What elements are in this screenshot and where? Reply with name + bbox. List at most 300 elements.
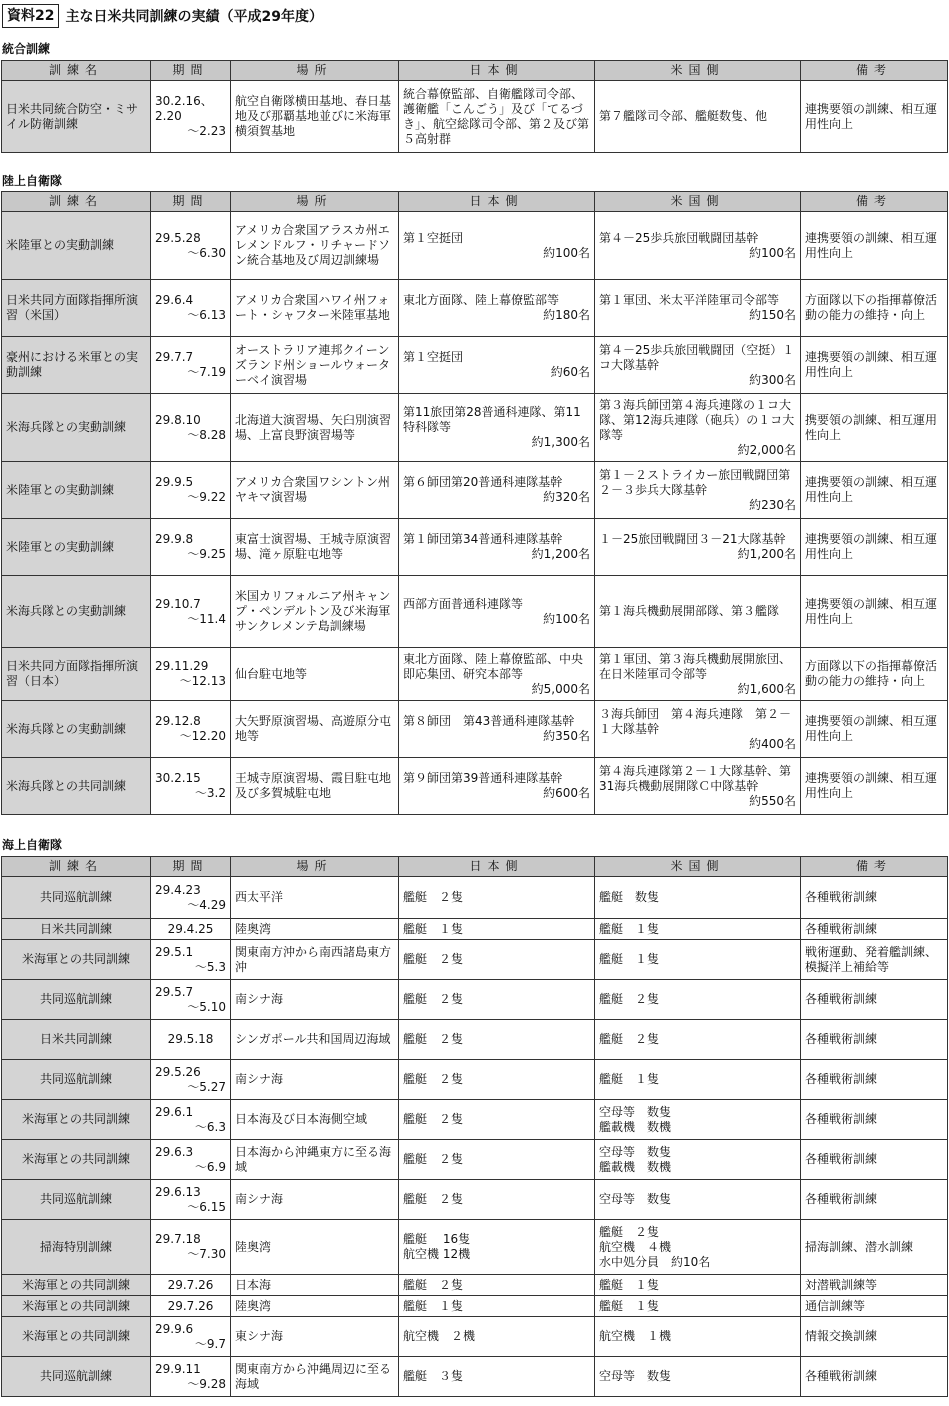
cell-note: 通信訓練等 xyxy=(801,1296,948,1317)
jp-units: 第１師団第34普通科連隊基幹 xyxy=(403,532,563,546)
period-start: 29.5.28 xyxy=(155,230,201,245)
us-personnel: 約550名 xyxy=(749,793,796,808)
period-start: 29.5.7 xyxy=(155,984,194,999)
period-start: 29.7.7 xyxy=(155,350,194,364)
cell-name: 掃海特別訓練 xyxy=(2,1220,151,1275)
cell-us xyxy=(595,1275,801,1296)
us-personnel: 約150名 xyxy=(749,308,796,322)
cell-note: 各種戦術訓練 xyxy=(801,919,948,940)
us-units: 艦艇 １隻 xyxy=(599,921,660,936)
table-row xyxy=(2,1140,948,1180)
header-place: 場所 xyxy=(231,192,399,212)
period-end: ～9.7 xyxy=(194,1336,226,1351)
header-us: 米国側 xyxy=(595,857,801,877)
jp-personnel: 約1,200名 xyxy=(531,547,590,561)
header-row xyxy=(2,61,948,81)
cell-us xyxy=(595,1220,801,1275)
cell-place: 東シナ海 xyxy=(231,1317,399,1357)
table-row xyxy=(2,394,948,462)
jp-personnel: 約600名 xyxy=(543,786,590,800)
cell-place: 陸奥湾 xyxy=(231,1296,399,1317)
cell-name: 日米共同方面隊指揮所演習（米国） xyxy=(2,280,151,337)
cell-period xyxy=(151,280,231,337)
cell-jp xyxy=(399,394,595,462)
cell-jp xyxy=(399,280,595,337)
period-start: 29.7.26 xyxy=(167,1298,214,1313)
us-units: 空母等 数隻 艦載機 数機 xyxy=(599,1144,672,1174)
cell-period xyxy=(151,701,231,758)
cell-name: 米陸軍との実動訓練 xyxy=(2,212,151,280)
jp-units: 艦艇 １隻 xyxy=(403,1298,464,1313)
header-place: 場所 xyxy=(231,857,399,877)
cell-name: 米海軍との共同訓練 xyxy=(2,1100,151,1140)
jp-units: 艦艇 ２隻 xyxy=(403,1112,464,1126)
cell-us xyxy=(595,394,801,462)
table-row xyxy=(2,1220,948,1275)
period-start: 29.7.26 xyxy=(167,1277,214,1292)
cell-period xyxy=(151,1020,231,1060)
header-name: 訓練名 xyxy=(2,857,151,877)
cell-note: 各種戦術訓練 xyxy=(801,1060,948,1100)
cell-us xyxy=(595,758,801,815)
period-start: 30.2.16、2.20 xyxy=(155,94,213,123)
table-row xyxy=(2,648,948,701)
table-row xyxy=(2,877,948,919)
us-units: 空母等 数隻 xyxy=(599,1369,672,1383)
cell-name: 共同巡航訓練 xyxy=(2,1180,151,1220)
period-start: 29.5.1 xyxy=(155,944,194,959)
period-start: 29.9.5 xyxy=(155,475,194,489)
cell-jp xyxy=(399,1296,595,1317)
cell-us xyxy=(595,280,801,337)
cell-place: 南シナ海 xyxy=(231,1060,399,1100)
cell-note: 各種戦術訓練 xyxy=(801,980,948,1020)
us-units: 艦艇 ２隻 航空機 ４機 水中処分員 約10名 xyxy=(599,1224,711,1269)
cell-note: 連携要領の訓練、相互運用性向上 xyxy=(801,337,948,394)
cell-note: 戦術運動、発着艦訓練、模擬洋上補給等 xyxy=(801,940,948,980)
period-start: 29.5.26 xyxy=(155,1064,201,1079)
cell-note: 連携要領の訓練、相互運用性向上 xyxy=(801,576,948,648)
us-units: 第４－25歩兵旅団戦闘団基幹 xyxy=(599,230,759,245)
cell-jp xyxy=(399,1220,595,1275)
jp-personnel: 約5,000名 xyxy=(531,681,590,696)
header-name: 訓練名 xyxy=(2,192,151,212)
header-period: 期間 xyxy=(151,857,231,877)
jp-units: 第８師団 第43普通科連隊基幹 xyxy=(403,714,575,728)
cell-place: 北海道大演習場、矢臼別演習場、上富良野演習場等 xyxy=(231,394,399,462)
cell-jp xyxy=(399,576,595,648)
cell-us xyxy=(595,877,801,919)
cell-name: 米海軍との共同訓練 xyxy=(2,1140,151,1180)
cell-period xyxy=(151,1140,231,1180)
cell-jp xyxy=(399,758,595,815)
table-row xyxy=(2,1020,948,1060)
cell-us xyxy=(595,1357,801,1397)
cell-period xyxy=(151,1220,231,1275)
us-personnel: 約2,000名 xyxy=(737,442,796,457)
us-personnel: 約300名 xyxy=(749,372,796,387)
section-label-gsdf: 陸上自衛隊 xyxy=(2,174,63,188)
cell-jp xyxy=(399,980,595,1020)
period-start: 29.9.6 xyxy=(155,1321,194,1336)
jp-units: 統合幕僚監部、自衛艦隊司令部、護衛艦「こんごう」及び「てるづき」、航空総隊司令部、第２及び第５高射群 xyxy=(403,86,590,146)
jp-units: 艦艇 ２隻 xyxy=(403,1152,464,1166)
jp-units: 第11旅団第28普通科連隊、第11特科隊等 xyxy=(403,405,581,434)
cell-name: 米海軍との共同訓練 xyxy=(2,1317,151,1357)
jp-personnel: 約1,300名 xyxy=(531,435,590,449)
jp-personnel: 約180名 xyxy=(543,308,590,322)
period-start: 29.6.4 xyxy=(155,293,194,307)
period-start: 29.4.23 xyxy=(155,882,201,897)
period-start: 29.8.10 xyxy=(155,412,201,427)
us-units: 第１海兵機動展開部隊、第３艦隊 xyxy=(599,604,780,618)
period-start: 29.10.7 xyxy=(155,596,201,611)
period-end: ～6.13 xyxy=(187,308,226,322)
jp-units: 東北方面隊、陸上幕僚監部、中央即応集団、研究本部等 xyxy=(403,651,584,681)
header-place: 場所 xyxy=(231,61,399,81)
cell-name: 共同巡航訓練 xyxy=(2,877,151,919)
cell-us xyxy=(595,519,801,576)
jp-personnel: 約320名 xyxy=(543,490,590,504)
cell-note: 連携要領の訓練、相互運用性向上 xyxy=(801,519,948,576)
cell-note: 対潜戦訓練等 xyxy=(801,1275,948,1296)
table-row xyxy=(2,212,948,280)
table-row xyxy=(2,701,948,758)
section-label-msdf: 海上自衛隊 xyxy=(2,838,63,852)
cell-place: オーストラリア連邦クイーンズランド州ショールウォーターベイ演習場 xyxy=(231,337,399,394)
jp-units: 艦艇 16隻 航空機 12機 xyxy=(403,1232,471,1261)
cell-jp xyxy=(399,337,595,394)
cell-place: 関東南方から沖縄周辺に至る海域 xyxy=(231,1357,399,1397)
cell-jp xyxy=(399,462,595,519)
period-start: 29.6.13 xyxy=(155,1184,201,1199)
us-units: 航空機 １機 xyxy=(599,1329,672,1343)
document-title xyxy=(0,3,323,29)
cell-us xyxy=(595,1020,801,1060)
table-row xyxy=(2,1100,948,1140)
jp-personnel: 約60名 xyxy=(550,365,590,379)
cell-note: 連携要領の訓練、相互運用性向上 xyxy=(801,81,948,153)
us-units: ３海兵師団 第４海兵連隊 第２－１大隊基幹 xyxy=(599,706,792,736)
period-start: 29.6.3 xyxy=(155,1144,194,1159)
cell-place: 南シナ海 xyxy=(231,980,399,1020)
cell-name: 日米共同統合防空・ミサイル防衛訓練 xyxy=(2,81,151,153)
cell-note: 各種戦術訓練 xyxy=(801,1180,948,1220)
period-end: ～6.3 xyxy=(194,1119,226,1134)
period-end: ～7.30 xyxy=(187,1247,226,1261)
cell-jp xyxy=(399,1180,595,1220)
cell-note: 方面隊以下の指揮幕僚活動の能力の維持・向上 xyxy=(801,280,948,337)
cell-name: 米海軍との共同訓練 xyxy=(2,1275,151,1296)
jp-personnel: 約100名 xyxy=(543,245,590,260)
table-row xyxy=(2,758,948,815)
period-end: ～3.2 xyxy=(194,786,226,800)
period-end: ～6.30 xyxy=(187,245,226,260)
cell-name: 米海兵隊との実動訓練 xyxy=(2,701,151,758)
header-jp: 日本側 xyxy=(399,61,595,81)
table-msdf-training xyxy=(1,856,948,1397)
cell-name: 米海軍との共同訓練 xyxy=(2,940,151,980)
cell-place: 大矢野原演習場、高遊原分屯地等 xyxy=(231,701,399,758)
cell-place: 日本海 xyxy=(231,1275,399,1296)
header-jp: 日本側 xyxy=(399,192,595,212)
table-joint-training xyxy=(1,60,948,153)
cell-period xyxy=(151,1317,231,1357)
header-us: 米国側 xyxy=(595,61,801,81)
cell-period xyxy=(151,919,231,940)
cell-place: アメリカ合衆国ワシントン州ヤキマ演習場 xyxy=(231,462,399,519)
cell-note: 各種戦術訓練 xyxy=(801,1140,948,1180)
cell-period xyxy=(151,1357,231,1397)
cell-note: 連携要領の訓練、相互運用性向上 xyxy=(801,701,948,758)
period-end: ～5.27 xyxy=(187,1079,226,1094)
us-personnel: 約100名 xyxy=(749,245,796,260)
cell-jp xyxy=(399,1020,595,1060)
header-note: 備考 xyxy=(801,61,948,81)
us-units: 空母等 数隻 艦載機 数機 xyxy=(599,1104,672,1134)
cell-us xyxy=(595,462,801,519)
header-row xyxy=(2,192,948,212)
cell-note: 連携要領の訓練、相互運用性向上 xyxy=(801,758,948,815)
period-end: ～4.29 xyxy=(187,897,226,912)
document-title-text: 主な日米共同訓練の実績（平成29年度） xyxy=(65,9,323,25)
us-units: 第４海兵連隊第２－１大隊基幹、第31海兵機動展開隊Ｃ中隊基幹 xyxy=(599,763,792,793)
us-units: 第４－25歩兵旅団戦闘団（空挺）１コ大隊基幹 xyxy=(599,342,795,372)
cell-place: 南シナ海 xyxy=(231,1180,399,1220)
jp-units: 艦艇 ２隻 xyxy=(403,1072,464,1086)
cell-name: 日米共同訓練 xyxy=(2,919,151,940)
cell-name: 米陸軍との実動訓練 xyxy=(2,462,151,519)
period-end: ～12.20 xyxy=(179,729,226,743)
us-units: 第３海兵師団第４海兵連隊の１コ大隊、第12海兵連隊（砲兵）の１コ大隊等 xyxy=(599,397,795,442)
cell-place: 東富士演習場、王城寺原演習場、滝ヶ原駐屯地等 xyxy=(231,519,399,576)
table-row xyxy=(2,980,948,1020)
cell-name: 米海兵隊との実動訓練 xyxy=(2,576,151,648)
jp-units: 東北方面隊、陸上幕僚監部等 xyxy=(403,293,560,307)
cell-us xyxy=(595,980,801,1020)
period-start: 29.5.18 xyxy=(167,1032,214,1046)
cell-name: 共同巡航訓練 xyxy=(2,1357,151,1397)
period-end: ～6.9 xyxy=(194,1159,226,1174)
cell-period xyxy=(151,1100,231,1140)
cell-jp xyxy=(399,919,595,940)
us-units: 艦艇 １隻 xyxy=(599,1298,660,1313)
cell-note: 各種戦術訓練 xyxy=(801,1100,948,1140)
table-row xyxy=(2,919,948,940)
header-period: 期間 xyxy=(151,192,231,212)
period-end: ～5.10 xyxy=(187,999,226,1014)
cell-note: 情報交換訓練 xyxy=(801,1317,948,1357)
us-units: 第１軍団、第３海兵機動展開旅団、在日米陸軍司令部等 xyxy=(599,651,792,681)
cell-period xyxy=(151,394,231,462)
us-units: 艦艇 １隻 xyxy=(599,1072,660,1086)
cell-name: 共同巡航訓練 xyxy=(2,1060,151,1100)
period-end: ～6.15 xyxy=(187,1199,226,1214)
cell-jp xyxy=(399,701,595,758)
table-row xyxy=(2,1275,948,1296)
table-row xyxy=(2,1060,948,1100)
cell-period xyxy=(151,758,231,815)
us-units: 艦艇 ２隻 xyxy=(599,992,660,1006)
cell-note: 各種戦術訓練 xyxy=(801,877,948,919)
header-note: 備考 xyxy=(801,192,948,212)
cell-period xyxy=(151,81,231,153)
jp-units: 艦艇 ２隻 xyxy=(403,1032,464,1046)
us-units: 第１軍団、米太平洋陸軍司令部等 xyxy=(599,293,780,307)
cell-us xyxy=(595,1060,801,1100)
cell-jp xyxy=(399,1357,595,1397)
document-tag: 資料22 xyxy=(2,4,59,28)
cell-us xyxy=(595,940,801,980)
cell-period xyxy=(151,877,231,919)
cell-name: 米陸軍との実動訓練 xyxy=(2,519,151,576)
us-units: 艦艇 １隻 xyxy=(599,1277,660,1292)
cell-note: 方面隊以下の指揮幕僚活動の能力の維持・向上 xyxy=(801,648,948,701)
table-row xyxy=(2,462,948,519)
cell-us xyxy=(595,1100,801,1140)
cell-jp xyxy=(399,1140,595,1180)
cell-us xyxy=(595,1140,801,1180)
cell-period xyxy=(151,940,231,980)
cell-place: 仙台駐屯地等 xyxy=(231,648,399,701)
cell-us xyxy=(595,648,801,701)
jp-personnel: 約350名 xyxy=(543,729,590,743)
cell-jp xyxy=(399,519,595,576)
cell-jp xyxy=(399,648,595,701)
cell-name: 米海兵隊との実動訓練 xyxy=(2,394,151,462)
cell-place: 日本海及び日本海側空域 xyxy=(231,1100,399,1140)
table-row xyxy=(2,1357,948,1397)
period-start: 29.4.25 xyxy=(167,921,214,936)
period-end: ～12.13 xyxy=(179,674,226,688)
period-end: ～2.23 xyxy=(187,124,226,138)
cell-place: 西太平洋 xyxy=(231,877,399,919)
cell-period xyxy=(151,648,231,701)
cell-jp xyxy=(399,1317,595,1357)
table-row xyxy=(2,1296,948,1317)
cell-jp xyxy=(399,940,595,980)
jp-units: 西部方面普通科連隊等 xyxy=(403,596,524,611)
period-end: ～9.22 xyxy=(187,490,226,504)
us-units: 空母等 数隻 xyxy=(599,1192,672,1206)
jp-units: 航空機 ２機 xyxy=(403,1329,476,1343)
us-units: １－25旅団戦闘団３－21大隊基幹 xyxy=(599,532,786,546)
period-start: 29.11.29 xyxy=(155,659,209,673)
cell-place: 関東南方沖から南西諸島東方沖 xyxy=(231,940,399,980)
header-row xyxy=(2,857,948,877)
jp-units: 第１空挺団 xyxy=(403,350,464,364)
header-period: 期間 xyxy=(151,61,231,81)
cell-name: 共同巡航訓練 xyxy=(2,980,151,1020)
cell-place: 陸奥湾 xyxy=(231,1220,399,1275)
cell-note: 各種戦術訓練 xyxy=(801,1020,948,1060)
us-personnel: 約1,600名 xyxy=(737,681,796,696)
cell-period xyxy=(151,212,231,280)
cell-period xyxy=(151,1180,231,1220)
jp-units: 艦艇 ２隻 xyxy=(403,1277,464,1292)
section-label-joint: 統合訓練 xyxy=(2,42,51,56)
period-end: ～8.28 xyxy=(187,427,226,442)
table-gsdf-training xyxy=(1,191,948,815)
cell-jp xyxy=(399,1060,595,1100)
period-end: ～11.4 xyxy=(187,611,226,626)
table-row xyxy=(2,337,948,394)
cell-place: シンガポール共和国周辺海域 xyxy=(231,1020,399,1060)
cell-us xyxy=(595,337,801,394)
table-row xyxy=(2,519,948,576)
period-start: 30.2.15 xyxy=(155,771,201,785)
cell-period xyxy=(151,462,231,519)
us-personnel: 約230名 xyxy=(749,497,796,512)
period-start: 29.9.8 xyxy=(155,532,194,546)
cell-jp xyxy=(399,81,595,153)
cell-period xyxy=(151,980,231,1020)
us-units: 第１－２ストライカー旅団戦闘団第２－３歩兵大隊基幹 xyxy=(599,467,791,497)
cell-period xyxy=(151,337,231,394)
cell-us xyxy=(595,212,801,280)
cell-note: 各種戦術訓練 xyxy=(801,1357,948,1397)
cell-period xyxy=(151,576,231,648)
us-units: 第７艦隊司令部、艦艇数隻、他 xyxy=(599,109,768,123)
us-personnel: 約400名 xyxy=(749,736,796,751)
cell-us xyxy=(595,81,801,153)
cell-period xyxy=(151,519,231,576)
cell-place: 航空自衛隊横田基地、春日基地及び那覇基地並びに米海軍横須賀基地 xyxy=(231,81,399,153)
jp-units: 第９師団第39普通科連隊基幹 xyxy=(403,771,563,785)
period-start: 29.7.18 xyxy=(155,1232,201,1246)
table-row xyxy=(2,81,948,153)
jp-personnel: 約100名 xyxy=(543,611,590,626)
header-note: 備考 xyxy=(801,857,948,877)
table-row xyxy=(2,1317,948,1357)
cell-place: アメリカ合衆国ハワイ州フォート・シャフター米陸軍基地 xyxy=(231,280,399,337)
period-end: ～9.25 xyxy=(187,547,226,561)
cell-name: 米海軍との共同訓練 xyxy=(2,1296,151,1317)
table-row xyxy=(2,576,948,648)
jp-units: 艦艇 ２隻 xyxy=(403,992,464,1006)
period-end: ～5.3 xyxy=(194,959,226,974)
jp-units: 第６師団第20普通科連隊基幹 xyxy=(403,475,563,489)
period-start: 29.9.11 xyxy=(155,1361,201,1376)
period-start: 29.6.1 xyxy=(155,1104,194,1119)
cell-name: 米海兵隊との共同訓練 xyxy=(2,758,151,815)
cell-us xyxy=(595,701,801,758)
cell-us xyxy=(595,1317,801,1357)
cell-note: 連携要領の訓練、相互運用性向上 xyxy=(801,462,948,519)
period-end: ～7.19 xyxy=(187,365,226,379)
cell-period xyxy=(151,1275,231,1296)
cell-place: 陸奥湾 xyxy=(231,919,399,940)
header-us: 米国側 xyxy=(595,192,801,212)
cell-jp xyxy=(399,1100,595,1140)
table-row xyxy=(2,940,948,980)
cell-note: 携要領の訓練、相互運用性向上 xyxy=(801,394,948,462)
cell-period xyxy=(151,1296,231,1317)
jp-units: 艦艇 ２隻 xyxy=(403,952,464,966)
period-end: ～9.28 xyxy=(187,1376,226,1391)
jp-units: 艦艇 ２隻 xyxy=(403,1192,464,1206)
us-units: 艦艇 １隻 xyxy=(599,952,660,966)
cell-place: 王城寺原演習場、霞目駐屯地及び多賀城駐屯地 xyxy=(231,758,399,815)
cell-name: 日米共同訓練 xyxy=(2,1020,151,1060)
cell-note: 連携要領の訓練、相互運用性向上 xyxy=(801,212,948,280)
cell-name: 豪州における米軍との実動訓練 xyxy=(2,337,151,394)
cell-place: アメリカ合衆国アラスカ州エレメンドルフ・リチャードソン統合基地及び周辺訓練場 xyxy=(231,212,399,280)
table-row xyxy=(2,1180,948,1220)
us-units: 艦艇 数隻 xyxy=(599,890,660,904)
header-jp: 日本側 xyxy=(399,857,595,877)
cell-name: 日米共同方面隊指揮所演習（日本） xyxy=(2,648,151,701)
